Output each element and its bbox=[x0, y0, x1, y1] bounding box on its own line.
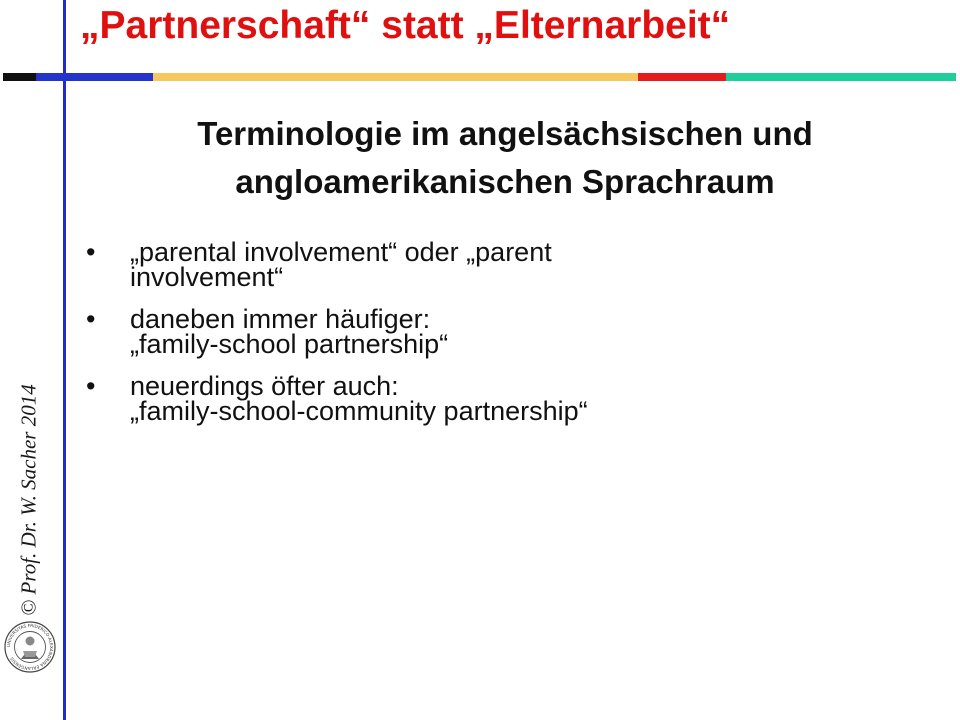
color-bar-red bbox=[638, 73, 726, 81]
bullet-text-line: „family-school-community partnership“ bbox=[130, 396, 588, 426]
slide-subtitle: Terminologie im angelsächsischen und angloamerikanischen Sprachraum bbox=[197, 115, 813, 200]
bullet-item bbox=[86, 371, 886, 426]
color-bar-black bbox=[3, 73, 36, 81]
bullet-list bbox=[86, 237, 886, 441]
bullet-dot-icon: • bbox=[86, 304, 96, 334]
color-bar-blue bbox=[36, 73, 153, 81]
bullet-text-line: involvement“ bbox=[130, 262, 284, 292]
bullet-dot-icon: • bbox=[86, 237, 96, 267]
copyright-notice: © Prof. Dr. W. Sacher 2014 bbox=[16, 384, 41, 616]
university-seal-icon bbox=[4, 621, 56, 673]
bullet-item bbox=[86, 237, 886, 292]
bullet-item bbox=[86, 304, 886, 359]
slide-title: „Partnerschaft“ statt „Elternarbeit“ bbox=[80, 4, 731, 47]
bullet-text-line: „family-school partnership“ bbox=[130, 329, 449, 359]
vertical-divider-line bbox=[63, 0, 66, 720]
bullet-dot-icon: • bbox=[86, 371, 96, 401]
bullet-text-line: daneben immer häufiger: bbox=[130, 304, 431, 334]
bullet-text-line: neuerdings öfter auch: bbox=[130, 371, 399, 401]
svg-text:UNIVERSITAS FRIDERICO-ALEXANDR: UNIVERSITAS FRIDERICO-ALEXANDRINA ERLANGENSIS bbox=[5, 622, 55, 672]
bullet-text-line: „parental involvement“ oder „parent bbox=[130, 237, 552, 267]
color-bar-yellow bbox=[153, 73, 638, 81]
color-bar-teal bbox=[726, 73, 956, 81]
